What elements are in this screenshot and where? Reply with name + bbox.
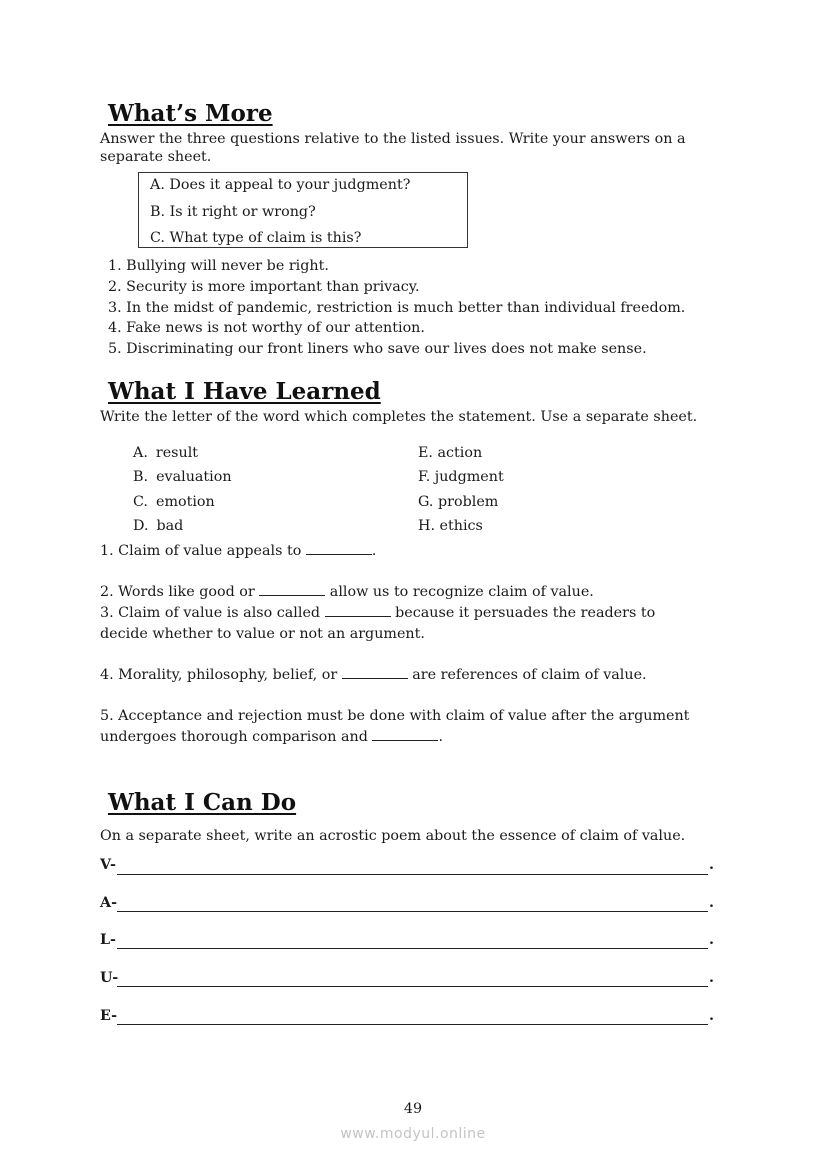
answer-blank (306, 542, 372, 555)
issue-4: 4. Fake news is not worthy of our attention. (108, 320, 425, 336)
acrostic-line-a (117, 911, 708, 912)
choice-b: B. evaluation (133, 469, 232, 485)
question-box (138, 172, 468, 248)
question-a: A. Does it appeal to your judgment? (150, 177, 411, 193)
question-c: C. What type of claim is this? (150, 230, 362, 246)
acrostic-period-u: . (709, 970, 714, 986)
choice-f: F. judgment (418, 469, 504, 485)
choice-a: A. result (133, 445, 199, 461)
page-number: 49 (403, 1101, 423, 1117)
whats-more-instructions-line1: Answer the three questions relative to the listed issues. Write your answers on a (100, 131, 686, 147)
acrostic-line-u (117, 986, 708, 987)
learned-item-1: 1. Claim of value appeals to . (100, 543, 377, 559)
section-title-whats-more: What’s More (108, 100, 273, 127)
can-do-instructions: On a separate sheet, write an acrostic poem about the essence of claim of value. (100, 828, 686, 844)
choice-c: C. emotion (133, 494, 215, 510)
answer-blank (259, 583, 325, 596)
issue-1: 1. Bullying will never be right. (108, 258, 329, 274)
issue-2: 2. Security is more important than privacy. (108, 279, 420, 295)
acrostic-label-a: A- (100, 895, 118, 911)
learned-item-2: 2. Words like good or allow us to recognize claim of value. (100, 584, 594, 600)
answer-blank (372, 728, 438, 741)
issue-5: 5. Discriminating our front liners who save our lives does not make sense. (108, 341, 647, 357)
choice-h: H. ethics (418, 518, 483, 534)
whats-more-instructions-line2: separate sheet. (100, 149, 212, 165)
answer-blank (342, 666, 408, 679)
learned-item-3-continued: decide whether to value or not an argument. (100, 626, 425, 642)
learned-item-5: 5. Acceptance and rejection must be done with claim of value after the argument (100, 708, 690, 724)
acrostic-period-v: . (709, 857, 714, 873)
section-title-what-i-can-do: What I Can Do (108, 789, 297, 816)
acrostic-period-e: . (709, 1008, 714, 1024)
learned-instructions: Write the letter of the word which completes the statement. Use a separate sheet. (100, 409, 698, 425)
learned-item-3: 3. Claim of value is also called because it persuades the readers to (100, 605, 656, 621)
section-title-what-i-have-learned: What I Have Learned (108, 378, 381, 405)
choice-e: E. action (418, 445, 483, 461)
acrostic-line-l (117, 948, 708, 949)
acrostic-period-a: . (709, 895, 714, 911)
acrostic-label-v: V- (100, 857, 116, 873)
choice-d: D. bad (133, 518, 184, 534)
question-b: B. Is it right or wrong? (150, 204, 316, 220)
acrostic-line-e (117, 1024, 708, 1025)
acrostic-line-v (117, 874, 708, 875)
issue-3: 3. In the midst of pandemic, restriction is much better than individual freedom. (108, 300, 686, 316)
watermark: www.modyul.online (340, 1126, 486, 1142)
acrostic-label-u: U- (100, 970, 119, 986)
learned-item-5-continued: undergoes thorough comparison and . (100, 729, 444, 745)
learned-item-4: 4. Morality, philosophy, belief, or are references of claim of value. (100, 667, 647, 683)
choice-g: G. problem (418, 494, 499, 510)
acrostic-label-l: L- (100, 932, 116, 948)
acrostic-label-e: E- (100, 1008, 118, 1024)
acrostic-period-l: . (709, 932, 714, 948)
answer-blank (325, 604, 391, 617)
